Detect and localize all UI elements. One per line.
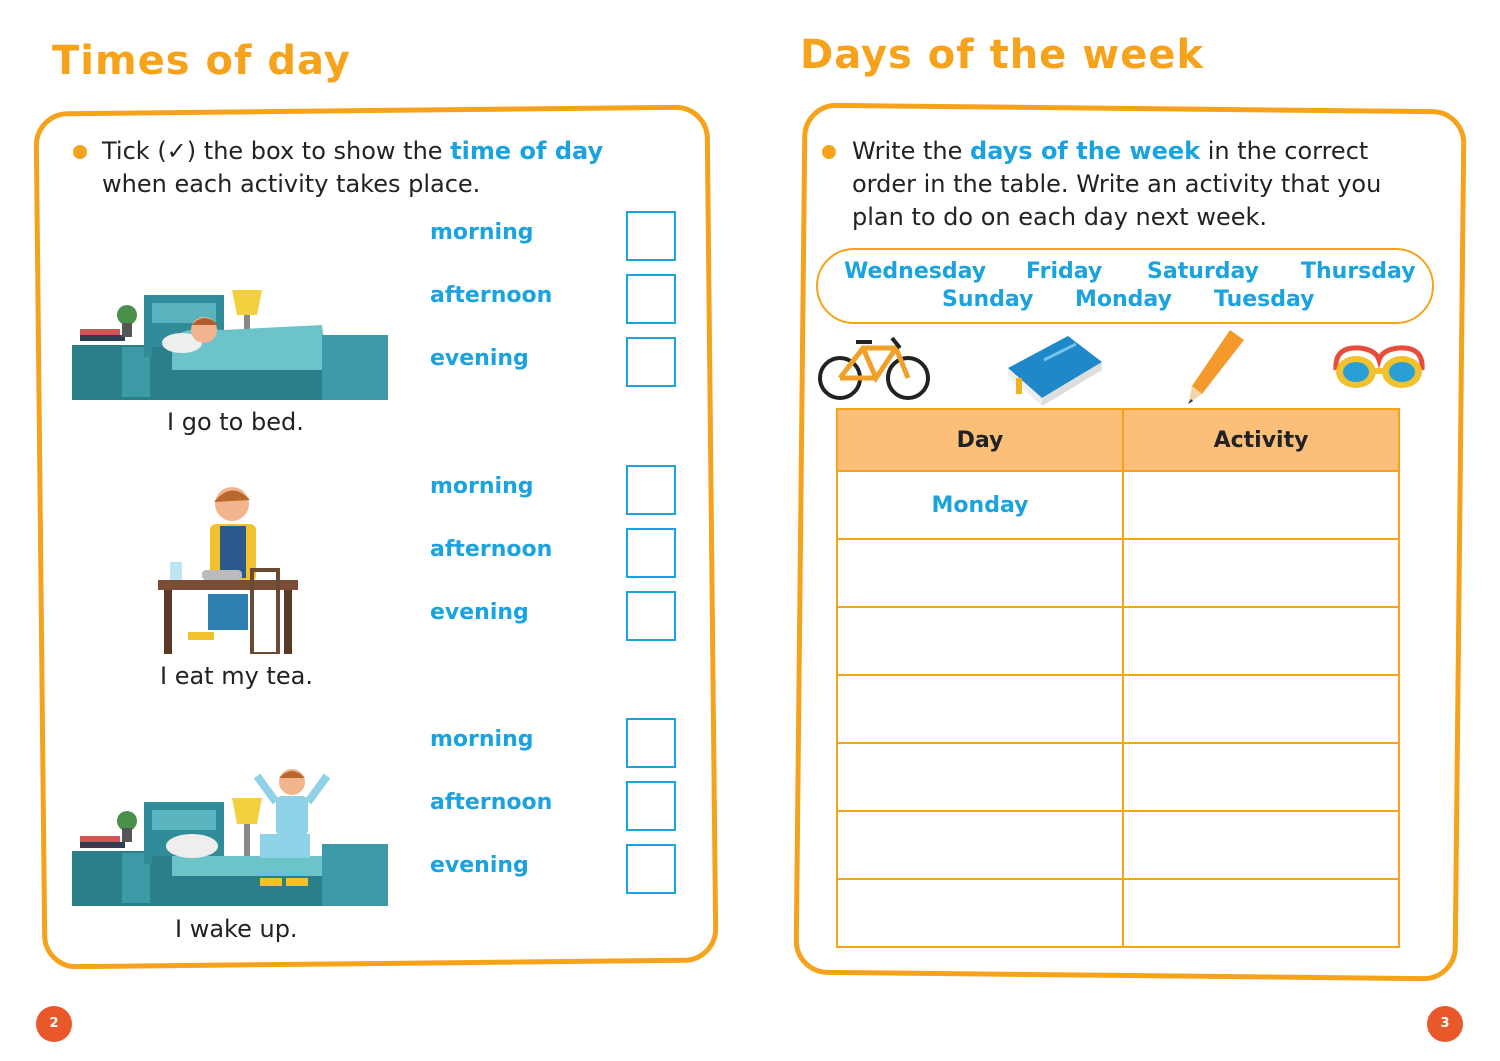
instruction-text: Write the [852, 137, 971, 165]
word-bank-item: Sunday [942, 287, 1034, 312]
activity-caption: I go to bed. [167, 408, 304, 436]
tick-box-morning[interactable] [626, 211, 676, 261]
activity-cell[interactable] [1123, 607, 1399, 675]
day-cell[interactable] [837, 811, 1123, 879]
day-cell[interactable] [837, 879, 1123, 947]
option-evening: evening [430, 853, 529, 878]
pencil-icon [1186, 328, 1248, 406]
option-morning: morning [430, 474, 534, 499]
tick-box-afternoon[interactable] [626, 274, 676, 324]
bicycle-icon [818, 334, 930, 402]
tick-box-evening[interactable] [626, 337, 676, 387]
option-afternoon: afternoon [430, 283, 553, 308]
page-number: 2 [36, 1006, 72, 1042]
activity-cell[interactable] [1123, 471, 1399, 539]
page-number: 3 [1427, 1006, 1463, 1042]
swimming-goggles-icon [1330, 340, 1428, 396]
option-afternoon: afternoon [430, 790, 553, 815]
word-bank-item: Friday [1026, 259, 1103, 284]
table-row [837, 607, 1399, 675]
activity-cell[interactable] [1123, 811, 1399, 879]
tick-box-afternoon[interactable] [626, 528, 676, 578]
table-row [837, 811, 1399, 879]
option-evening: evening [430, 346, 529, 371]
day-cell[interactable] [837, 675, 1123, 743]
table-row [837, 675, 1399, 743]
option-afternoon: afternoon [430, 537, 553, 562]
tick-box-evening[interactable] [626, 591, 676, 641]
option-morning: morning [430, 220, 534, 245]
wake-up-illustration [72, 766, 388, 906]
tick-box-afternoon[interactable] [626, 781, 676, 831]
day-cell[interactable] [837, 743, 1123, 811]
word-bank-item: Thursday [1301, 259, 1416, 284]
activity-cell[interactable] [1123, 539, 1399, 607]
option-evening: evening [430, 600, 529, 625]
instruction-text-end: in the correct order in the table. Write an activity that you plan to do on each day next week. [852, 137, 1382, 231]
go-to-bed-illustration [72, 285, 388, 400]
table-row [837, 743, 1399, 811]
instruction-text: Tick (✓) the box to show the [102, 137, 451, 165]
eat-tea-illustration [158, 484, 300, 654]
table-header-activity: Activity [1123, 409, 1399, 471]
bullet-dot [73, 145, 87, 159]
activity-cell[interactable] [1123, 879, 1399, 947]
word-bank-item: Wednesday [844, 259, 987, 284]
page-title-times-of-day: Times of day [52, 38, 351, 84]
table-row [837, 471, 1399, 539]
activity-cell[interactable] [1123, 675, 1399, 743]
day-cell[interactable] [837, 539, 1123, 607]
book-icon [1004, 332, 1104, 406]
tick-box-evening[interactable] [626, 844, 676, 894]
instruction-highlight: time of day [450, 137, 604, 165]
tick-box-morning[interactable] [626, 718, 676, 768]
days-instruction [852, 135, 1422, 234]
tick-box-morning[interactable] [626, 465, 676, 515]
option-morning: morning [430, 727, 534, 752]
word-bank-item: Monday [1075, 287, 1172, 312]
activity-cell[interactable] [1123, 743, 1399, 811]
instruction-text-end: when each activity takes place. [102, 170, 481, 198]
times-of-day-instruction [102, 135, 662, 201]
table-row [837, 539, 1399, 607]
activity-caption: I wake up. [175, 915, 298, 943]
word-bank-item: Tuesday [1214, 287, 1315, 312]
table-header-day: Day [837, 409, 1123, 471]
instruction-highlight: days of the week [970, 137, 1201, 165]
word-bank-item: Saturday [1147, 259, 1259, 284]
day-cell[interactable]: Monday [837, 471, 1123, 539]
page-title-days-of-the-week: Days of the week [800, 32, 1205, 78]
days-activity-table [836, 408, 1400, 948]
bullet-dot [822, 145, 836, 159]
activity-caption: I eat my tea. [160, 662, 313, 690]
table-row [837, 879, 1399, 947]
day-cell[interactable] [837, 607, 1123, 675]
